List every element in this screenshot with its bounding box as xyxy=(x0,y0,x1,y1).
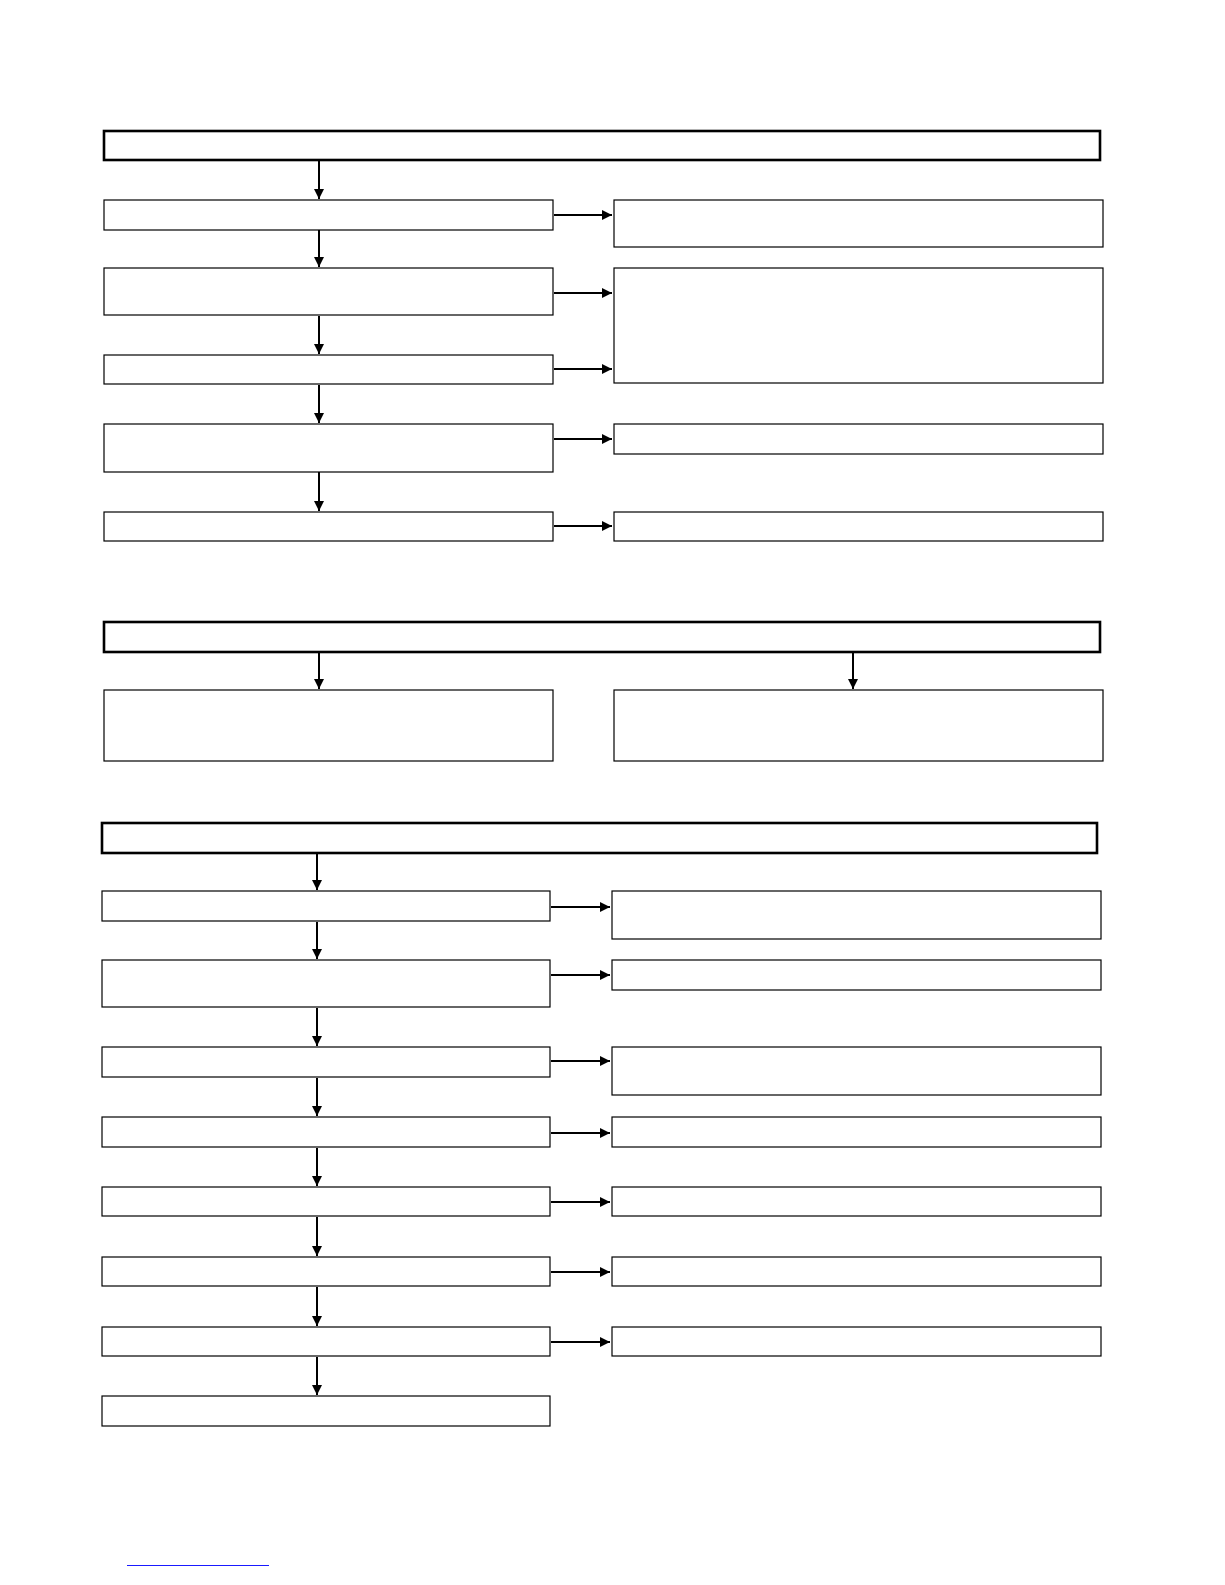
section-1-branch-1-box xyxy=(614,200,1103,247)
section-1-branch-3-box xyxy=(614,424,1103,454)
section-1-branch-4-box xyxy=(614,512,1103,541)
section-3-branch-6-box xyxy=(612,1257,1101,1286)
section-3-branch-3-box xyxy=(612,1047,1101,1095)
section-1-branch-2-box xyxy=(614,268,1103,383)
section-3-step-3-box xyxy=(102,1047,550,1077)
section-3-step-7-box xyxy=(102,1327,550,1356)
section-3-step-6-box xyxy=(102,1257,550,1286)
section-2-right-box xyxy=(614,690,1103,761)
section-1-step-4-box xyxy=(104,424,553,472)
section-1-header-box xyxy=(104,131,1100,160)
section-2-header-box xyxy=(104,622,1100,652)
section-3-branch-5-box xyxy=(612,1187,1101,1216)
section-1-step-5-box xyxy=(104,512,553,541)
section-3-branch-2-box xyxy=(612,960,1101,990)
section-3-branch-7-box xyxy=(612,1327,1101,1356)
section-3-step-8-box xyxy=(102,1396,550,1426)
section-3-branch-4-box xyxy=(612,1117,1101,1147)
section-1-step-3-box xyxy=(104,355,553,384)
section-3-step-5-box xyxy=(102,1187,550,1216)
section-3-branch-1-box xyxy=(612,891,1101,939)
footer-link-underline[interactable] xyxy=(127,1565,269,1566)
section-1-step-2-box xyxy=(104,268,553,315)
section-3-step-2-box xyxy=(102,960,550,1007)
section-3-step-1-box xyxy=(102,891,550,921)
section-2-left-box xyxy=(104,690,553,761)
section-1-step-1-box xyxy=(104,200,553,230)
section-3-header-box xyxy=(102,823,1097,853)
section-3-step-4-box xyxy=(102,1117,550,1147)
